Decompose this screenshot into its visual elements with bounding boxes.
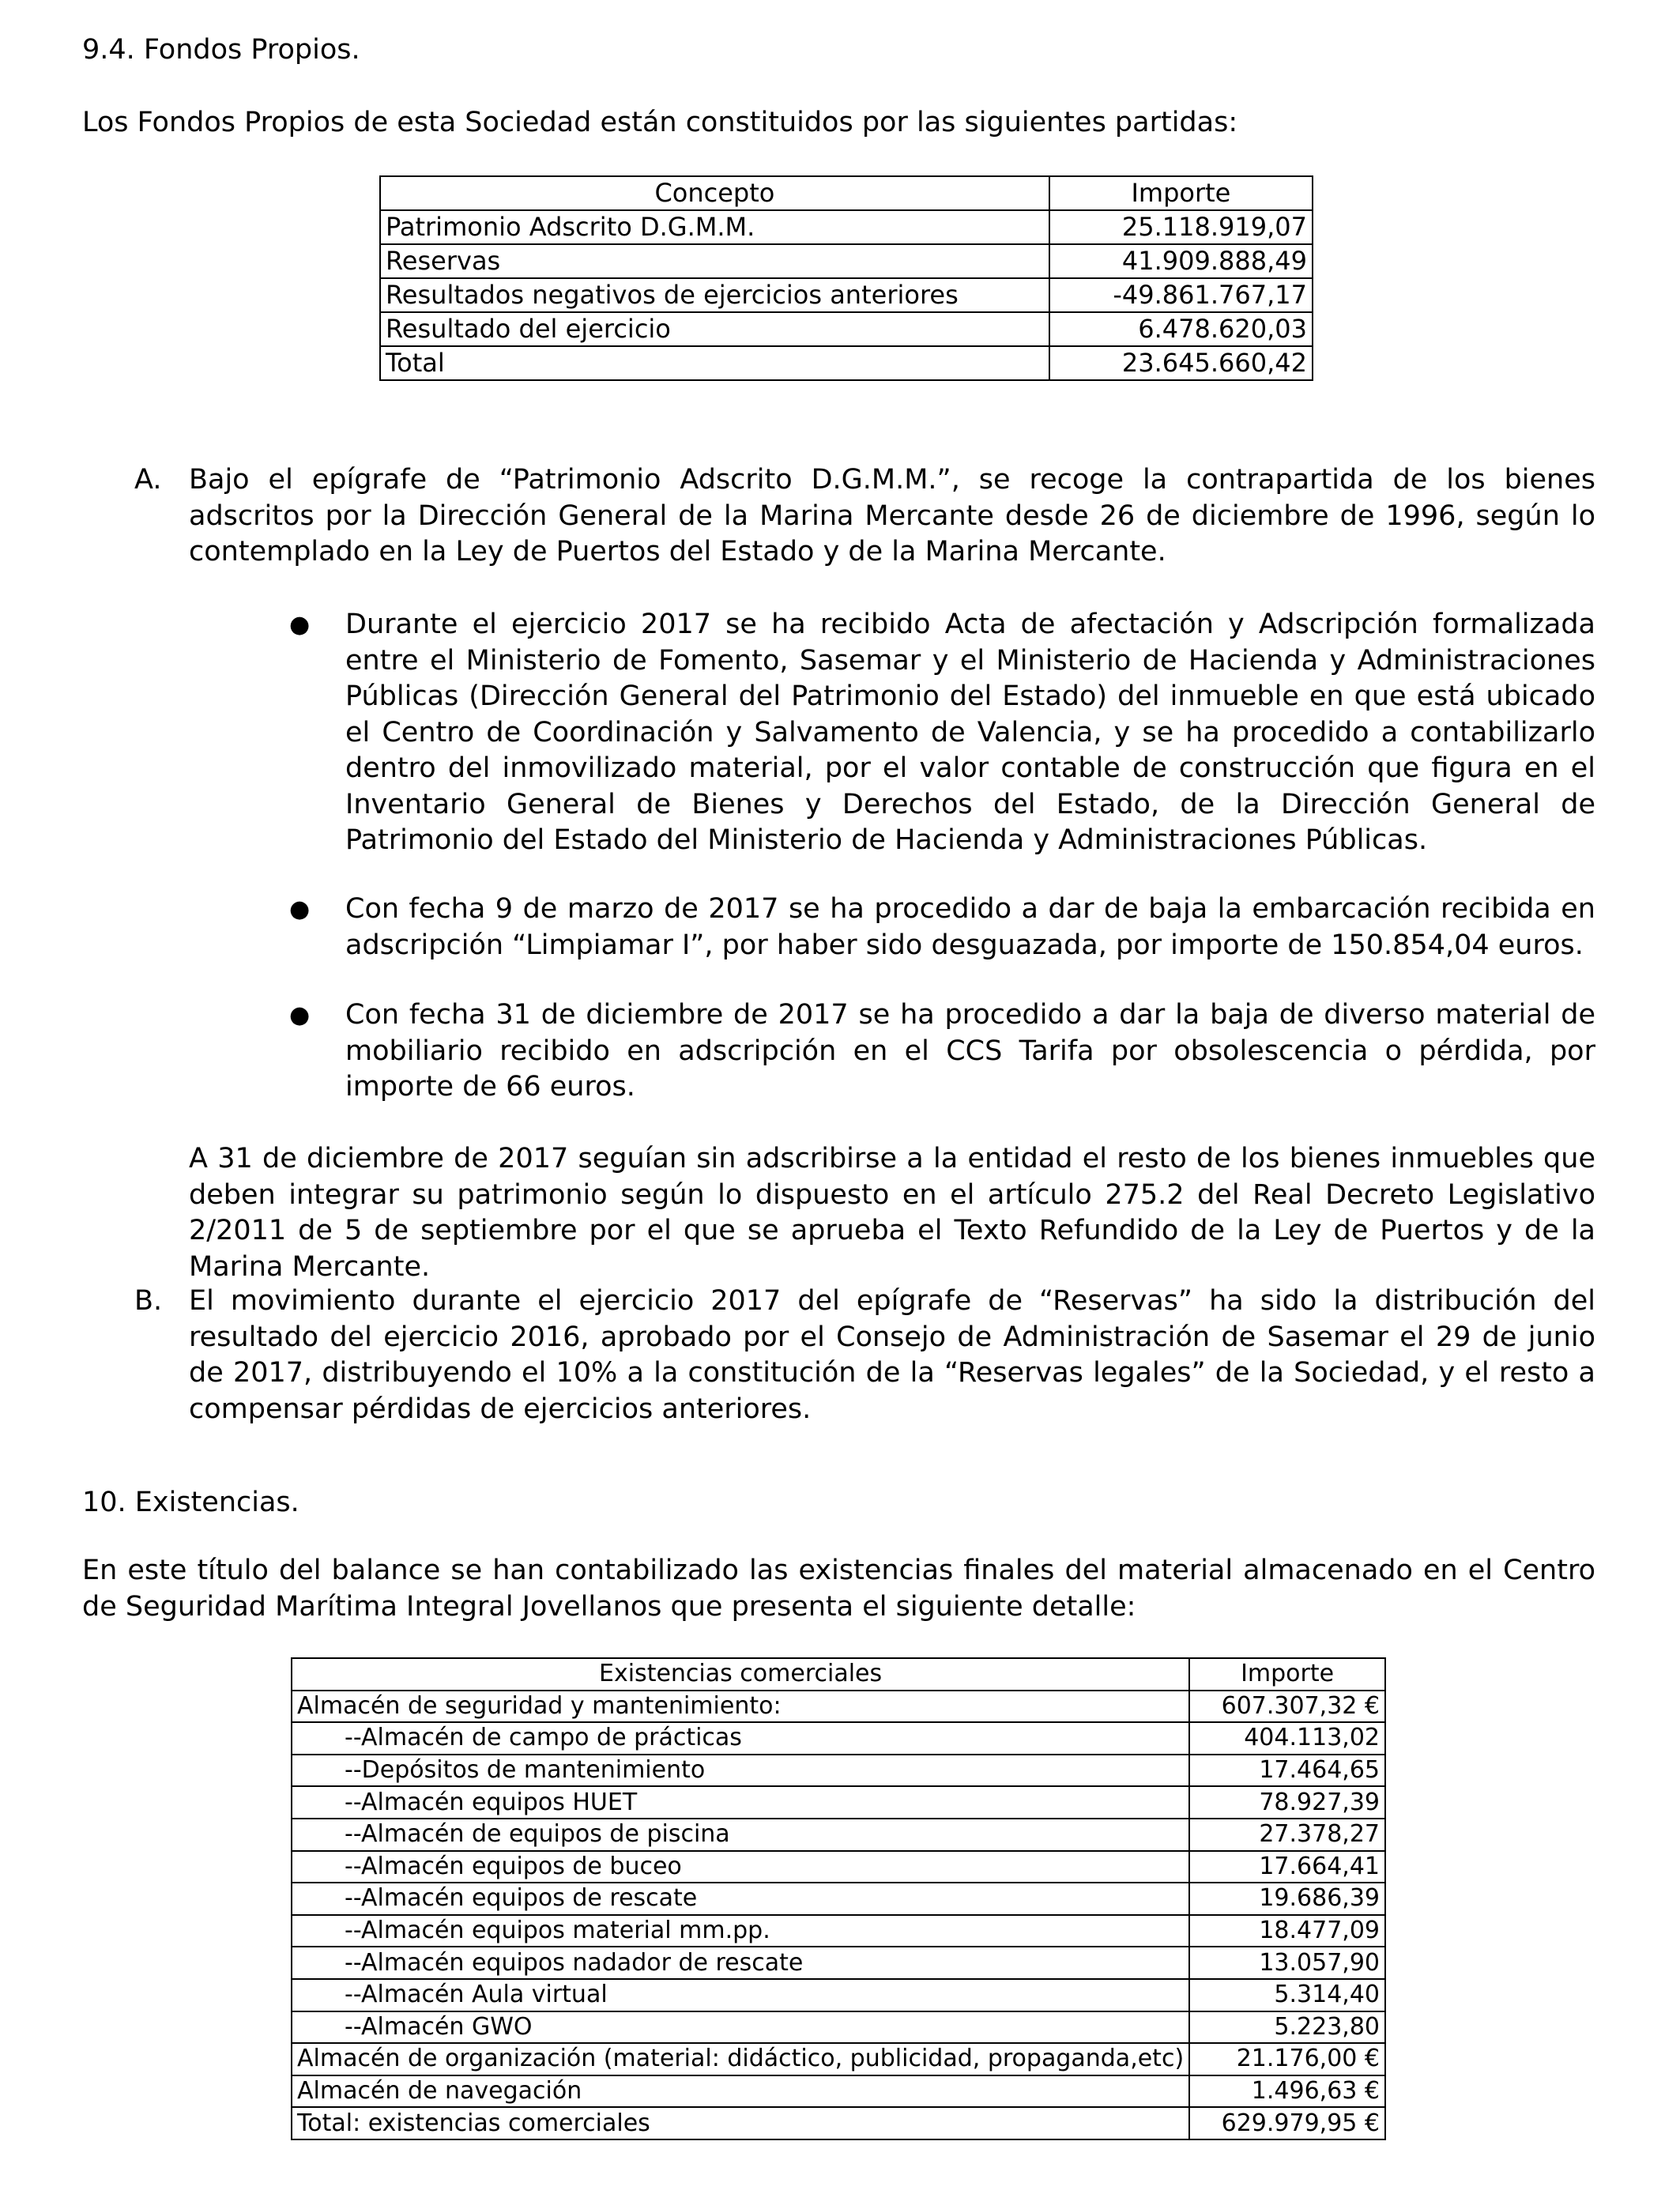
- row-concepto: --Almacén Aula virtual: [292, 1979, 1189, 2011]
- item-a-bullet-2: Con fecha 9 de marzo de 2017 se ha procedido a dar de baja la embarcación recibida en adscripción “Limpiamar I”, por haber sido desguazada, por importe de 150.854,04 euros.: [345, 893, 1595, 961]
- row-importe: 78.927,39: [1189, 1786, 1385, 1819]
- row-concepto: --Almacén equipos nadador de rescate: [292, 1947, 1189, 1979]
- row-concepto: Resultado del ejercicio: [380, 312, 1049, 346]
- item-a-text: Bajo el epígrafe de “Patrimonio Adscrito D.G.M.M.”, se recoge la contrapartida de los bienes adscritos por la Dirección General de la Marina Mercante desde 26 de diciembre de 1996, según lo contemplado en la Ley de Puertos del Estado y de la Marina Mercante.: [189, 464, 1595, 567]
- row-concepto: --Almacén equipos de buceo: [292, 1851, 1189, 1883]
- row-concepto: Reservas: [380, 244, 1049, 278]
- table-row: [292, 1851, 1385, 1883]
- row-importe: 23.645.660,42: [1049, 346, 1313, 380]
- row-concepto: --Depósitos de mantenimiento: [292, 1755, 1189, 1787]
- item-a-bullet-3: Con fecha 31 de diciembre de 2017 se ha procedido a dar la baja de diverso material de mobiliario recibido en adscripción en el CCS Tarifa por obsolescencia o pérdida, por importe de 66 euros.: [345, 999, 1595, 1103]
- row-importe: 629.979,95 €: [1189, 2107, 1385, 2139]
- column-header-existencias: Existencias comerciales: [292, 1658, 1189, 1691]
- column-header-importe: Importe: [1049, 176, 1313, 210]
- item-b-marker: B.: [134, 1285, 163, 1317]
- item-a-marker: A.: [134, 464, 162, 496]
- table-row: [292, 1979, 1385, 2011]
- bullet-dot: ●: [289, 1001, 311, 1029]
- row-importe: 607.307,32 €: [1189, 1691, 1385, 1723]
- row-importe: 13.057,90: [1189, 1947, 1385, 1979]
- table-row: [380, 244, 1313, 278]
- row-importe: 5.314,40: [1189, 1979, 1385, 2011]
- row-concepto: Patrimonio Adscrito D.G.M.M.: [380, 210, 1049, 244]
- row-importe: 41.909.888,49: [1049, 244, 1313, 278]
- table-row: [292, 1691, 1385, 1723]
- row-importe: 19.686,39: [1189, 1883, 1385, 1915]
- row-concepto: Almacén de seguridad y mantenimiento:: [292, 1691, 1189, 1723]
- row-concepto: Resultados negativos de ejercicios anteriores: [380, 278, 1049, 312]
- bullet-dot: ●: [289, 895, 311, 923]
- row-concepto: --Almacén GWO: [292, 2011, 1189, 2044]
- row-importe: 1.496,63 €: [1189, 2075, 1385, 2108]
- item-b-text: El movimiento durante el ejercicio 2017 del epígrafe de “Reservas” ha sido la distribución del resultado del ejercicio 2016, aprobado por el Consejo de Administración de Sasemar el 29 de junio de 2017, distribuyendo el 10% a la constitución de la “Reservas legales” de la Sociedad, y el resto a compensar pérdidas de ejercicios anteriores.: [189, 1285, 1595, 1425]
- row-concepto: Total: [380, 346, 1049, 380]
- section-94-intro: Los Fondos Propios de esta Sociedad están constituidos por las siguientes partidas:: [82, 107, 1238, 138]
- row-concepto: --Almacén equipos HUET: [292, 1786, 1189, 1819]
- table-row: [292, 1947, 1385, 1979]
- table-row: [292, 1722, 1385, 1755]
- bullet-dot: ●: [289, 611, 311, 639]
- row-importe: 25.118.919,07: [1049, 210, 1313, 244]
- row-concepto: Almacén de organización (material: didáctico, publicidad, propaganda,etc): [292, 2043, 1189, 2075]
- table-row: [380, 210, 1313, 244]
- item-a-closing: A 31 de diciembre de 2017 seguían sin adscribirse a la entidad el resto de los bienes inmuebles que deben integrar su patrimonio según lo dispuesto en el artículo 275.2 del Real Decreto Legislativo 2/2011 de 5 de septiembre por el que se aprueba el Texto Refundido de la Ley de Puertos y de la Marina Mercante.: [189, 1143, 1595, 1283]
- row-concepto: Almacén de navegación: [292, 2075, 1189, 2108]
- row-importe: -49.861.767,17: [1049, 278, 1313, 312]
- row-importe: 17.664,41: [1189, 1851, 1385, 1883]
- table-header-row: [380, 176, 1313, 210]
- column-header-concepto: Concepto: [380, 176, 1049, 210]
- table-total-row: [380, 346, 1313, 380]
- row-concepto: --Almacén de equipos de piscina: [292, 1819, 1189, 1851]
- row-importe: 17.464,65: [1189, 1755, 1385, 1787]
- section-94-heading: 9.4. Fondos Propios.: [82, 34, 360, 66]
- table-row: [380, 278, 1313, 312]
- section-10-heading: 10. Existencias.: [82, 1487, 299, 1518]
- table-row: [292, 2043, 1385, 2075]
- table-row: [292, 1915, 1385, 1947]
- table-row: [292, 2075, 1385, 2108]
- table-total-row: [292, 2107, 1385, 2139]
- existencias-table: [291, 1657, 1386, 2140]
- table-row: [292, 2011, 1385, 2044]
- row-concepto: --Almacén de campo de prácticas: [292, 1722, 1189, 1755]
- row-concepto: --Almacén equipos de rescate: [292, 1883, 1189, 1915]
- row-importe: 404.113,02: [1189, 1722, 1385, 1755]
- section-10-intro: En este título del balance se han contabilizado las existencias finales del material almacenado en el Centro de Seguridad Marítima Integral Jovellanos que presenta el siguiente detalle:: [82, 1555, 1595, 1623]
- table-header-row: [292, 1658, 1385, 1691]
- row-importe: 27.378,27: [1189, 1819, 1385, 1851]
- row-importe: 5.223,80: [1189, 2011, 1385, 2044]
- fondos-propios-table: [379, 175, 1313, 381]
- column-header-importe: Importe: [1189, 1658, 1385, 1691]
- item-a-bullet-1: Durante el ejercicio 2017 se ha recibido Acta de afectación y Adscripción formalizada entre el Ministerio de Fomento, Sasemar y el Ministerio de Hacienda y Administraciones Públicas (Dirección General del Patrimonio del Estado) del inmueble en que está ubicado el Centro de Coordinación y Salvamento de Valencia, y se ha procedido a contabilizarlo dentro del inmovilizado material, por el valor contable de construcción que figura en el Inventario General de Bienes y Derechos del Estado, de la Dirección General de Patrimonio del Estado del Ministerio de Hacienda y Administraciones Públicas.: [345, 609, 1595, 856]
- row-concepto: Total: existencias comerciales: [292, 2107, 1189, 2139]
- row-importe: 6.478.620,03: [1049, 312, 1313, 346]
- row-importe: 18.477,09: [1189, 1915, 1385, 1947]
- row-importe: 21.176,00 €: [1189, 2043, 1385, 2075]
- table-row: [292, 1755, 1385, 1787]
- table-row: [292, 1786, 1385, 1819]
- table-row: [380, 312, 1313, 346]
- table-row: [292, 1883, 1385, 1915]
- table-row: [292, 1819, 1385, 1851]
- row-concepto: --Almacén equipos material mm.pp.: [292, 1915, 1189, 1947]
